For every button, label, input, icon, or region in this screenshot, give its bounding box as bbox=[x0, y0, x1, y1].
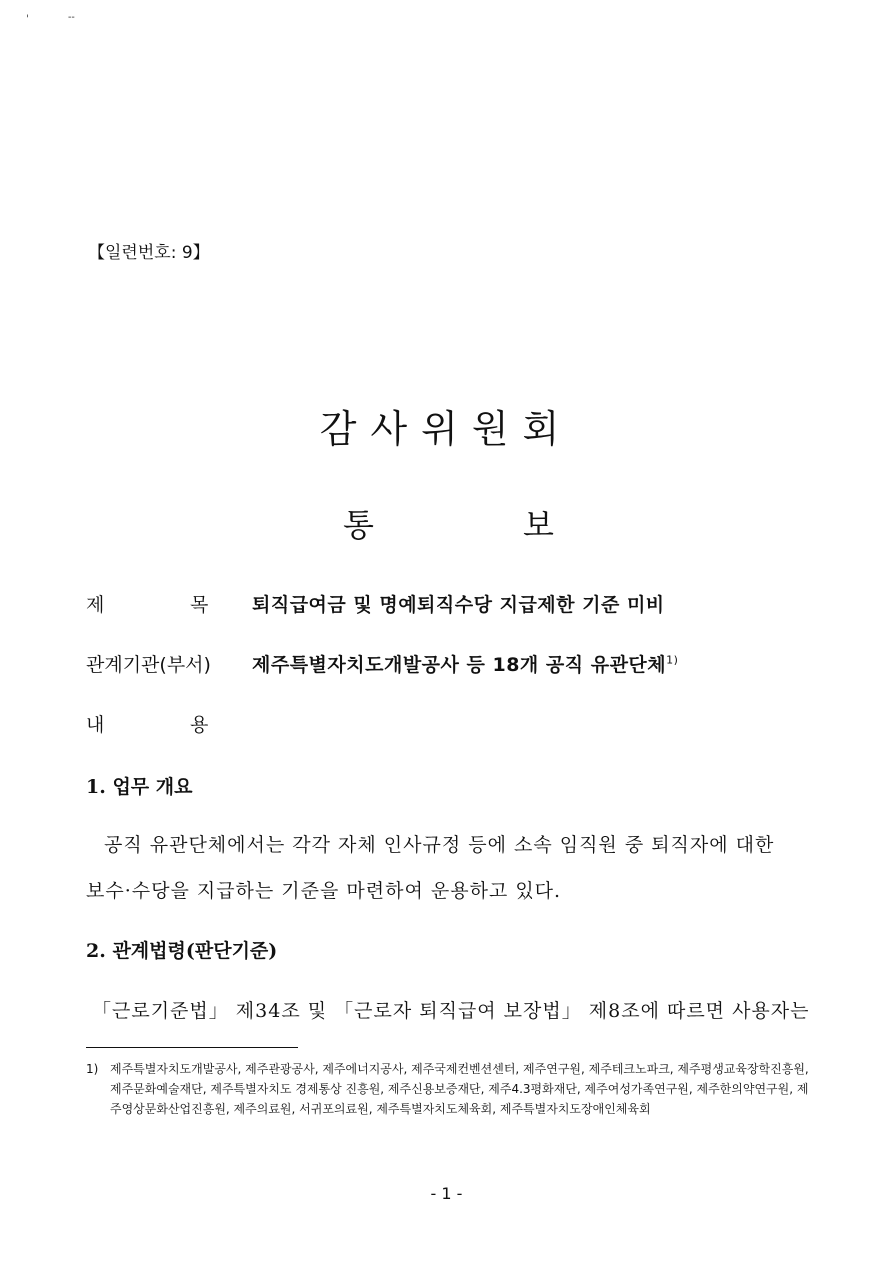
corner-mark-right: -‐ bbox=[68, 12, 75, 23]
doc-type-part2: 보 bbox=[523, 506, 554, 544]
corner-mark-left: ' bbox=[26, 14, 29, 25]
footnote-text: 제주특별자치도개발공사, 제주관광공사, 제주에너지공사, 제주국제컨벤션센터, 제주연구원, 제주테크노파크, 제주평생교육장학진흥원, 제주문화예술재단, 제주특별자치도 경제통상 진흥원, 제주신용보증재단, 제주4.3평화재단, 제주여성가족연구원, 제주한의약연구원, 제주영상문화산업진흥원, 제주의료원, 서귀포의료원, 제주특별자치도체육회, 제주특별자치도장애인체육회 bbox=[110, 1062, 809, 1116]
content-label-b: 용 bbox=[190, 714, 209, 736]
serial-number: 【일련번호: 9】 bbox=[88, 243, 210, 263]
subject-value: 퇴직급여금 및 명예퇴직수당 지급제한 기준 미비 bbox=[252, 594, 665, 616]
footnote-rule bbox=[86, 1047, 298, 1048]
agency-footnote-mark: 1) bbox=[666, 653, 679, 667]
footnote-mark: 1) bbox=[86, 1062, 99, 1076]
page-number: - 1 - bbox=[430, 1184, 463, 1203]
footnote bbox=[86, 1059, 816, 1119]
content-label-a: 내 bbox=[86, 714, 105, 736]
section-1-line-2: 보수·수당을 지급하는 기준을 마련하여 운용하고 있다. bbox=[86, 880, 562, 902]
organization-title: 감사위원회 bbox=[319, 407, 574, 451]
subject-label-a: 제 bbox=[86, 594, 105, 616]
agency-label: 관계기관(부서) bbox=[86, 654, 211, 676]
agency-value: 제주특별자치도개발공사 등 18개 공직 유관단체 bbox=[252, 654, 667, 676]
doc-type-part1: 통 bbox=[343, 506, 374, 544]
section-2-line-1: 「근로기준법」 제34조 및 「근로자 퇴직급여 보장법」 제8조에 따르면 사용자는 bbox=[92, 1000, 810, 1022]
agency-value-wrap bbox=[252, 650, 678, 677]
section-2-title: 2. 관계법령(판단기준) bbox=[86, 940, 278, 962]
section-1-title: 1. 업무 개요 bbox=[86, 776, 193, 798]
subject-label-b: 목 bbox=[190, 594, 209, 616]
section-1-line-1: 공직 유관단체에서는 각각 자체 인사규정 등에 소속 임직원 중 퇴직자에 대한 bbox=[104, 834, 775, 856]
